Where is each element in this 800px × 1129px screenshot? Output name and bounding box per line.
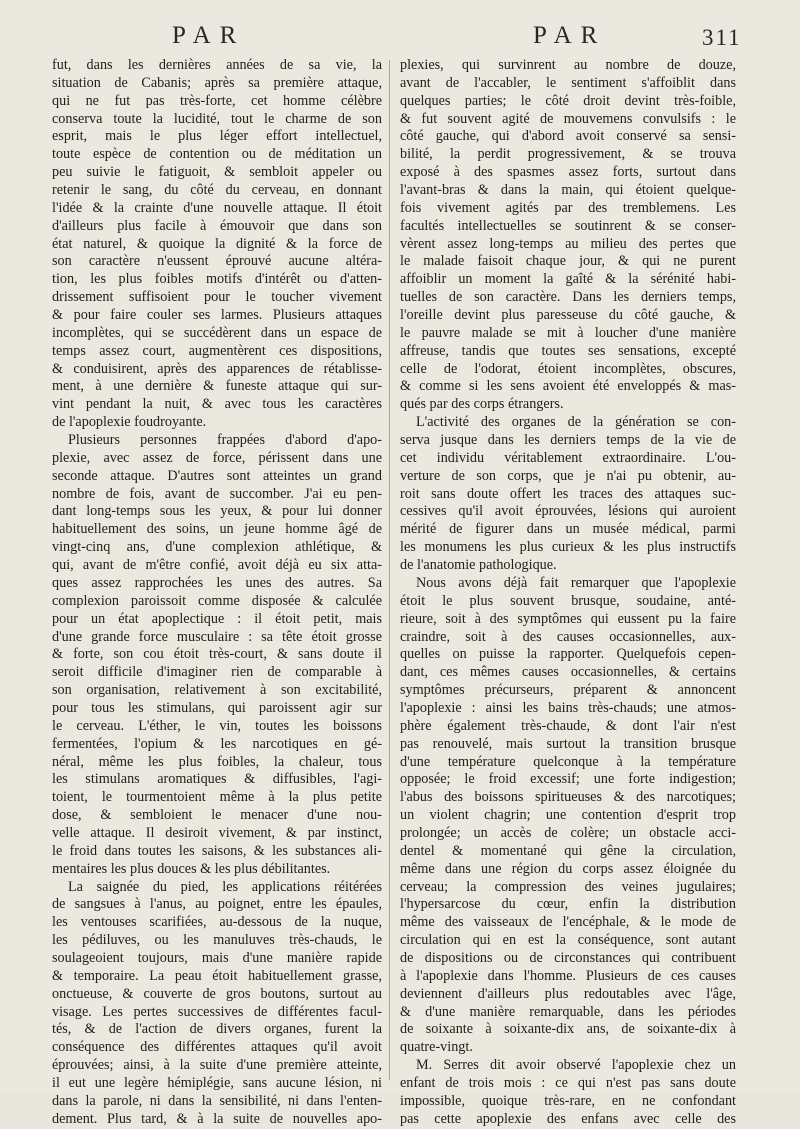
text-line: les ventouses scarifiées, au-dessous de la nuque,: [52, 914, 382, 931]
text-line: Nous avons déjà fait remarquer que l'apoplexie: [416, 574, 736, 591]
text-line: d'une température quelconque à la température: [400, 753, 736, 770]
text-line: quatre-vingt.: [400, 1039, 473, 1056]
text-line: de dispositions ou de circonstances qui contribuent: [400, 949, 736, 966]
text-line: fermentées, l'opium & les narcotiques en gé-: [52, 735, 382, 752]
text-line: La saignée du pied, les applications réitérées: [68, 878, 382, 895]
text-line: avant de l'accabler, le sentiment s'affoiblit dans: [400, 74, 736, 91]
text-line: onctueuse, & couverte de gros boutons, surtout au: [52, 985, 382, 1002]
text-line: circulation qui en est la conséquence, sont autant: [400, 932, 736, 949]
text-line: un violent chagrin; une contention d'esprit trop: [400, 807, 736, 824]
text-line: dant long-temps sous les yeux, & pour lui donner: [52, 503, 382, 520]
text-line: symptômes précurseurs, préparent & annoncent: [400, 682, 736, 699]
text-line: affoiblir un moment la gaîté & la sérénité habi-: [400, 271, 736, 288]
text-line: de l'apoplexie foudroyante.: [52, 414, 207, 431]
text-line: seroit difficile d'imaginer rien de comparable à: [52, 664, 382, 681]
text-line: vint pendant la nuit, & avec tous les caractères: [52, 396, 382, 413]
right-text-column: [400, 57, 736, 1129]
text-line: deviennent d'ailleurs plus redoutables avec l'âge,: [400, 985, 736, 1002]
text-line: qui, avant de m'être confié, avoit déjà eu six atta-: [52, 557, 382, 574]
text-line: affreuse, tandis que toutes ses sensations, excepté: [400, 342, 736, 359]
text-line: les monumens les plus curieux & les plus instructifs: [400, 539, 736, 556]
text-line: quelques parties; le côté droit devint très-foible,: [400, 92, 736, 109]
text-line: enfant de trois mois : ce qui n'est pas sans doute: [400, 1074, 736, 1091]
text-line: soulageoient toujours, mais d'une manière rapide: [52, 949, 382, 966]
text-line: vèrent assez long-temps au milieu des pertes que: [400, 235, 736, 252]
text-line: l'abus des boissons spiritueuses & des narcotiques;: [400, 789, 736, 806]
text-line: fut, dans les dernières années de sa vie, la: [52, 57, 382, 73]
text-line: cerveau; la compression des veines jugulaires;: [400, 878, 736, 895]
text-line: rieure, soit à des symptômes qui eussent pu la faire: [400, 610, 736, 627]
text-line: néral, même les plus foibles, la chaleur, tous: [52, 753, 382, 770]
text-line: d'une grande force musculaire : sa tête étoit grosse: [52, 628, 382, 645]
text-line: temps assez court, augmentèrent ces dispositions,: [52, 342, 382, 359]
text-line: & d'une manière remarquable, dans les périodes: [400, 1003, 736, 1020]
text-line: plexies, qui survinrent au nombre de douze,: [400, 57, 736, 73]
text-line: complexion paroissoit comme disposée & calculée: [52, 592, 382, 609]
text-line: pour un état apoplectique : il étoit petit, mais: [52, 610, 382, 627]
text-line: roit sans doute offert les traces des attaques suc-: [400, 485, 736, 502]
text-line: pour tous les stimulans, qui paroissent agir sur: [52, 699, 382, 716]
text-line: velle attaque. Il desiroit vivement, & par instinct,: [52, 824, 382, 841]
text-line: peu suivie le fatiguoit, & sembloit appeler ou: [52, 164, 382, 181]
text-line: l'idée & la crainte d'une nouvelle attaque. Il étoit: [52, 199, 382, 216]
column-divider: [389, 60, 390, 1080]
text-line: & comme si les sens avoient été enveloppés & mas-: [400, 378, 736, 395]
text-line: serva jusque dans les derniers temps de la vie de: [400, 432, 736, 449]
left-text-column: [52, 57, 382, 1129]
text-line: impossible, quoique très-rare, en ne confondant: [400, 1092, 736, 1109]
text-line: tion, les plus foibles motifs d'intérêt ou d'atten-: [52, 271, 382, 288]
text-line: L'activité des organes de la génération se con-: [416, 414, 736, 431]
text-line: pas cette apoplexie des enfans avec celle des: [400, 1110, 736, 1127]
text-line: & pour faire couler ses larmes. Plusieurs attaques: [52, 307, 382, 324]
text-line: Plusieurs personnes frappées d'abord d'apo-: [68, 432, 382, 449]
text-line: habituellement des soins, un jeune homme âgé de: [52, 521, 382, 538]
text-line: côté gauche, qui d'abord avoit conservé sa sensi-: [400, 128, 736, 145]
text-line: mentaires les plus douces & les plus débilitantes.: [52, 860, 331, 877]
text-line: mérité de figurer dans un musée médical, parmi: [400, 521, 736, 538]
text-line: conserva toute la lucidité, tout le charme de son: [52, 110, 382, 127]
text-line: son organisation, relativement à son excitabilité,: [52, 682, 382, 699]
text-line: dement. Plus tard, & à la suite de nouvelles apo-: [52, 1110, 382, 1127]
text-line: M. Serres dit avoir observé l'apoplexie chez un: [416, 1057, 736, 1074]
text-line: exposé à des spasmes assez forts, surtout dans: [400, 164, 736, 181]
text-line: phère également très-chaude, & dont l'air n'est: [400, 717, 736, 734]
text-line: les pédiluves, ou les manuluves très-chauds, le: [52, 932, 382, 949]
text-line: cet individu véritablement extraordinaire. L'ou-: [400, 449, 736, 466]
text-line: conséquence des différentes attaques qu'il avoit: [52, 1039, 382, 1056]
text-line: qui ne fut pas très-forte, cet homme célèbre: [52, 92, 382, 109]
text-line: fois vivement agités par des tremblemens. Les: [400, 199, 736, 216]
text-line: drissement suffisoient pour le toucher vivement: [52, 289, 382, 306]
text-line: toute espèce de contention ou de méditation un: [52, 146, 382, 163]
text-line: ques assez rapprochées les unes des autres. Sa: [52, 574, 382, 591]
running-head-right: PAR: [533, 22, 607, 49]
text-line: situation de Cabanis; après sa première attaque,: [52, 74, 382, 91]
text-line: de soixante à soixante-dix ans, de soixante-dix à: [400, 1021, 736, 1038]
text-line: opposée; le froid excessif; une forte indigestion;: [400, 771, 736, 788]
text-line: prolongée; un accès de colère; un obstacle acci-: [400, 824, 736, 841]
text-line: le cerveau. L'éther, le vin, toutes les boissons: [52, 717, 382, 734]
text-line: dans la parole, ni dans la sensibilité, ni dans l'enten-: [52, 1092, 382, 1109]
text-line: le pauvre malade se mit à loucher d'une manière: [400, 324, 736, 341]
text-line: tés, & de l'action de divers organes, furent la: [52, 1021, 382, 1038]
text-line: craindre, soit à des causes occasionnelles, aux-: [400, 628, 736, 645]
text-line: dant, ces mêmes causes occasionnelles, & certains: [400, 664, 736, 681]
text-line: incomplètes, qui se succédèrent dans un espace de: [52, 324, 382, 341]
text-line: bilité, la perdit progressivement, & se trouva: [400, 146, 736, 163]
text-line: l'apoplexie : ainsi les bains très-chauds; une atmos-: [400, 699, 736, 716]
text-line: état naturel, & quoique la dignité & la force de: [52, 235, 382, 252]
text-line: celle de l'odorat, étoient incomplètes, obscures,: [400, 360, 736, 377]
page-number: 311: [702, 25, 742, 50]
text-line: son caractère n'eussent éprouvé aucune altéra-: [52, 253, 382, 270]
text-line: de l'anatomie pathologique.: [400, 557, 557, 574]
text-line: à l'apoplexie dans l'homme. Plusieurs de ces causes: [400, 967, 736, 984]
text-line: dentel & momentané qui gêne la circulation,: [400, 842, 736, 859]
text-line: plexie, avec assez de force, périssent dans une: [52, 449, 382, 466]
text-line: les stimulans aromatiques & diffusibles, l'agi-: [52, 771, 382, 788]
text-line: esprit, mais le plus léger effort intellectuel,: [52, 128, 382, 145]
text-line: de sangsues à l'anus, au poignet, entre les épaules,: [52, 896, 382, 913]
text-line: retenir le sang, du côté du cerveau, en donnant: [52, 182, 382, 199]
text-line: & forte, son cou étoit très-court, & sans doute il: [52, 646, 382, 663]
text-line: vingt-cinq ans, d'une complexion athlétique, &: [52, 539, 382, 556]
text-line: même dans une région du corps assez éloignée du: [400, 860, 736, 877]
text-line: toient, le tourmentoient même à la plus petite: [52, 789, 382, 806]
text-line: dose, & sembloient le menacer d'une nou-: [52, 807, 382, 824]
text-line: cessives qu'il avoit éprouvées, lésions qui auroient: [400, 503, 736, 520]
text-line: même des vaisseaux de l'encéphale, & le mode de: [400, 914, 736, 931]
text-line: éprouvées; ainsi, à la suite d'une première atteinte,: [52, 1057, 382, 1074]
text-line: seconde attaque. D'autres sont atteintes un grand: [52, 467, 382, 484]
text-line: étoit le plus souvent brusque, soudaine, anté-: [400, 592, 736, 609]
running-head-left: PAR: [172, 22, 246, 49]
text-line: verture de son corps, que je n'ai pu obtenir, au-: [400, 467, 736, 484]
text-line: & fut souvent agité de mouvemens convulsifs : le: [400, 110, 736, 127]
text-line: le froid dans toutes les saisons, & les substances ali-: [52, 842, 382, 859]
text-line: d'ailleurs plus facile à émouvoir que dans son: [52, 217, 382, 234]
text-line: ment, à une dernière & funeste attaque qui sur-: [52, 378, 382, 395]
text-line: visage. Les pertes successives de différentes facul-: [52, 1003, 382, 1020]
text-line: & temporaire. La peau étoit habituellement grasse,: [52, 967, 382, 984]
text-line: l'hypersarcose du cœur, enfin la distribution: [400, 896, 736, 913]
text-line: il eut une legère hémiplégie, sans aucune lésion, ni: [52, 1074, 382, 1091]
text-line: l'avant-bras & dans la main, qui étoient quelque-: [400, 182, 736, 199]
text-line: pas renouvelé, mais surtout la transition brusque: [400, 735, 736, 752]
text-line: & conduisirent, après des apparences de rétablisse-: [52, 360, 382, 377]
text-line: quelles on puisse la rapporter. Quelquefois cepen-: [400, 646, 736, 663]
text-line: qués par des corps étrangers.: [400, 396, 564, 413]
text-line: l'oreille devint plus paresseuse du côté gauche, &: [400, 307, 736, 324]
text-line: facultés intellectuelles se soutinrent & se conser-: [400, 217, 736, 234]
text-line: nombre de fois, avant de succomber. J'ai eu pen-: [52, 485, 382, 502]
text-line: tuelles de son caractère. Dans les derniers temps,: [400, 289, 736, 306]
text-line: le malade faisoit chaque jour, & qui ne purent: [400, 253, 736, 270]
